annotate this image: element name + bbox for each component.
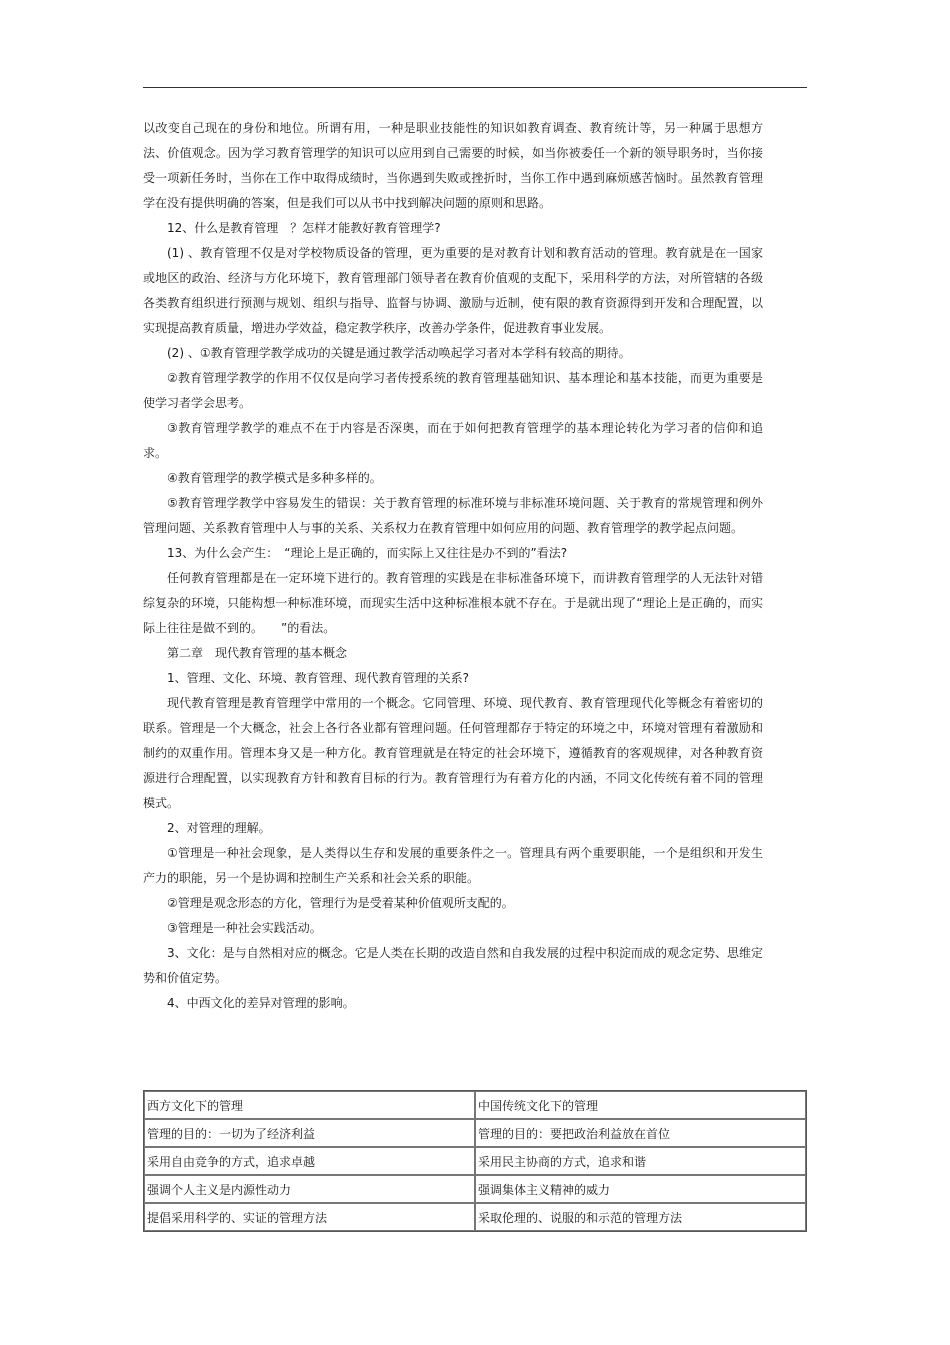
paragraph: 2、对管理的理解。 [167,821,271,835]
table-row [144,1091,806,1119]
paragraph: ④教育管理学的教学模式是多种多样的。 [167,471,382,485]
paragraph: (2) 、①教育管理学教学成功的关键是通过教学活动唤起学习者对本学科有较高的期待。 [167,346,631,360]
paragraph: ⑤教育管理学教学中容易发生的错误：关于教育管理的标准环境与非标准环境问题、关于教育的常规管理和例外管理问题、关系教育管理中人与事的关系、关系权力在教育管理中如何应用的问题、教育管理学的教学起点问题。 [143,496,763,535]
paragraph: ②教育管理学教学的作用不仅仅是向学习者传授系统的教育管理基础知识、基本理论和基本技能，而更为重要是使学习者学会思考。 [143,371,763,410]
header-rule [143,87,807,88]
paragraph: 3、文化：是与自然相对应的概念。它是人类在长期的改造自然和自我发展的过程中积淀而成的观念定势、思维定势和价值定势。 [143,946,763,985]
paragraph: 4、中西文化的差异对管理的影响。 [167,996,355,1010]
table-cell: 采用自由竞争的方式，追求卓越 [144,1147,475,1175]
paragraph: 1、管理、文化、环境、教育管理、现代教育管理的关系? [167,671,470,685]
table-row [144,1175,806,1203]
table-cell: 管理的目的：一切为了经济利益 [144,1119,475,1147]
paragraph: ③教育管理学教学的难点不在于内容是否深奥，而在于如何把教育管理学的基本理论转化为学习者的信仰和追求。 [143,421,763,460]
paragraph: 13、为什么会产生： “理论上是正确的，而实际上又往往是办不到的”看法? [167,546,568,560]
table-cell: 强调个人主义是内源性动力 [144,1175,475,1203]
paragraph: ①管理是一种社会现象，是人类得以生存和发展的重要条件之一。管理具有两个重要职能，一个是组织和开发生产力的职能，另一个是协调和控制生产关系和社会关系的职能。 [143,846,763,885]
document-body [143,116,763,1016]
paragraph: ②管理是观念形态的方化，管理行为是受着某种价值观所支配的。 [167,896,514,910]
paragraph: 12、什么是教育管理 ？怎样才能教好教育管理学? [167,221,441,235]
paragraph: 现代教育管理是教育管理学中常用的一个概念。它同管理、环境、现代教育、教育管理现代化等概念有着密切的联系。管理是一个大概念，社会上各行各业都有管理问题。任何管理都存于特定的环境之中，环境对管理有着激励和制约的双重作用。管理本身又是一种方化。教育管理就是在特定的社会环境下，遵循教育的客观规律，对各种教育资源进行合理配置，以实现教育方针和教育目标的行为。教育管理行为有着方化的内涵，不同文化传统有着不同的管理模式。 [143,696,763,810]
table-cell: 采用民主协商的方式，追求和谐 [475,1147,806,1175]
table-cell: 采取伦理的、说服的和示范的管理方法 [475,1203,806,1231]
paragraph: ③管理是一种社会实践活动。 [167,921,322,935]
table-row [144,1203,806,1231]
paragraph: 第二章 现代教育管理的基本概念 [167,646,348,660]
comparison-table [143,1090,807,1232]
comparison-table-wrap [143,1090,807,1232]
table-row [144,1119,806,1147]
table-cell: 中国传统文化下的管理 [475,1091,806,1119]
paragraph: 任何教育管理都是在一定环境下进行的。教育管理的实践是在非标准备环境下，而讲教育管理学的人无法针对错综复杂的环境，只能构想一种标准环境，而现实生活中这种标准根本就不存在。于是就出现了“理论上是正确的，而实际上往往是做不到的。 ”的看法。 [143,571,763,635]
table-row [144,1147,806,1175]
table-cell: 西方文化下的管理 [144,1091,475,1119]
paragraph: 以改变自己现在的身份和地位。所谓有用，一种是职业技能性的知识如教育调查、教育统计等，另一种属于思想方法、价值观念。因为学习教育管理学的知识可以应用到自己需要的时候，如当你被委任一个新的领导职务时，当你接受一项新任务时，当你在工作中取得成绩时，当你遇到失败或挫折时，当你工作中遇到麻烦感苦恼时。虽然教育管理学在没有提供明确的答案，但是我们可以从书中找到解决问题的原则和思路。 [143,121,763,210]
table-cell: 强调集体主义精神的威力 [475,1175,806,1203]
table-cell: 管理的目的：要把政治利益放在首位 [475,1119,806,1147]
table-cell: 提倡采用科学的、实证的管理方法 [144,1203,475,1231]
paragraph: (1) 、教育管理不仅是对学校物质设备的管理，更为重要的是对教育计划和教育活动的管理。教育就是在一国家或地区的政治、经济与方化环境下，教育管理部门领导者在教育价值观的支配下，采用科学的方法，对所管辖的各级各类教育组织进行预测与规划、组织与指导、监督与协调、激励与近制，使有限的教育资源得到开发和合理配置，以实现提高教育质量，增进办学效益，稳定教学秩序，改善办学条件，促进教育事业发展。 [143,246,763,335]
